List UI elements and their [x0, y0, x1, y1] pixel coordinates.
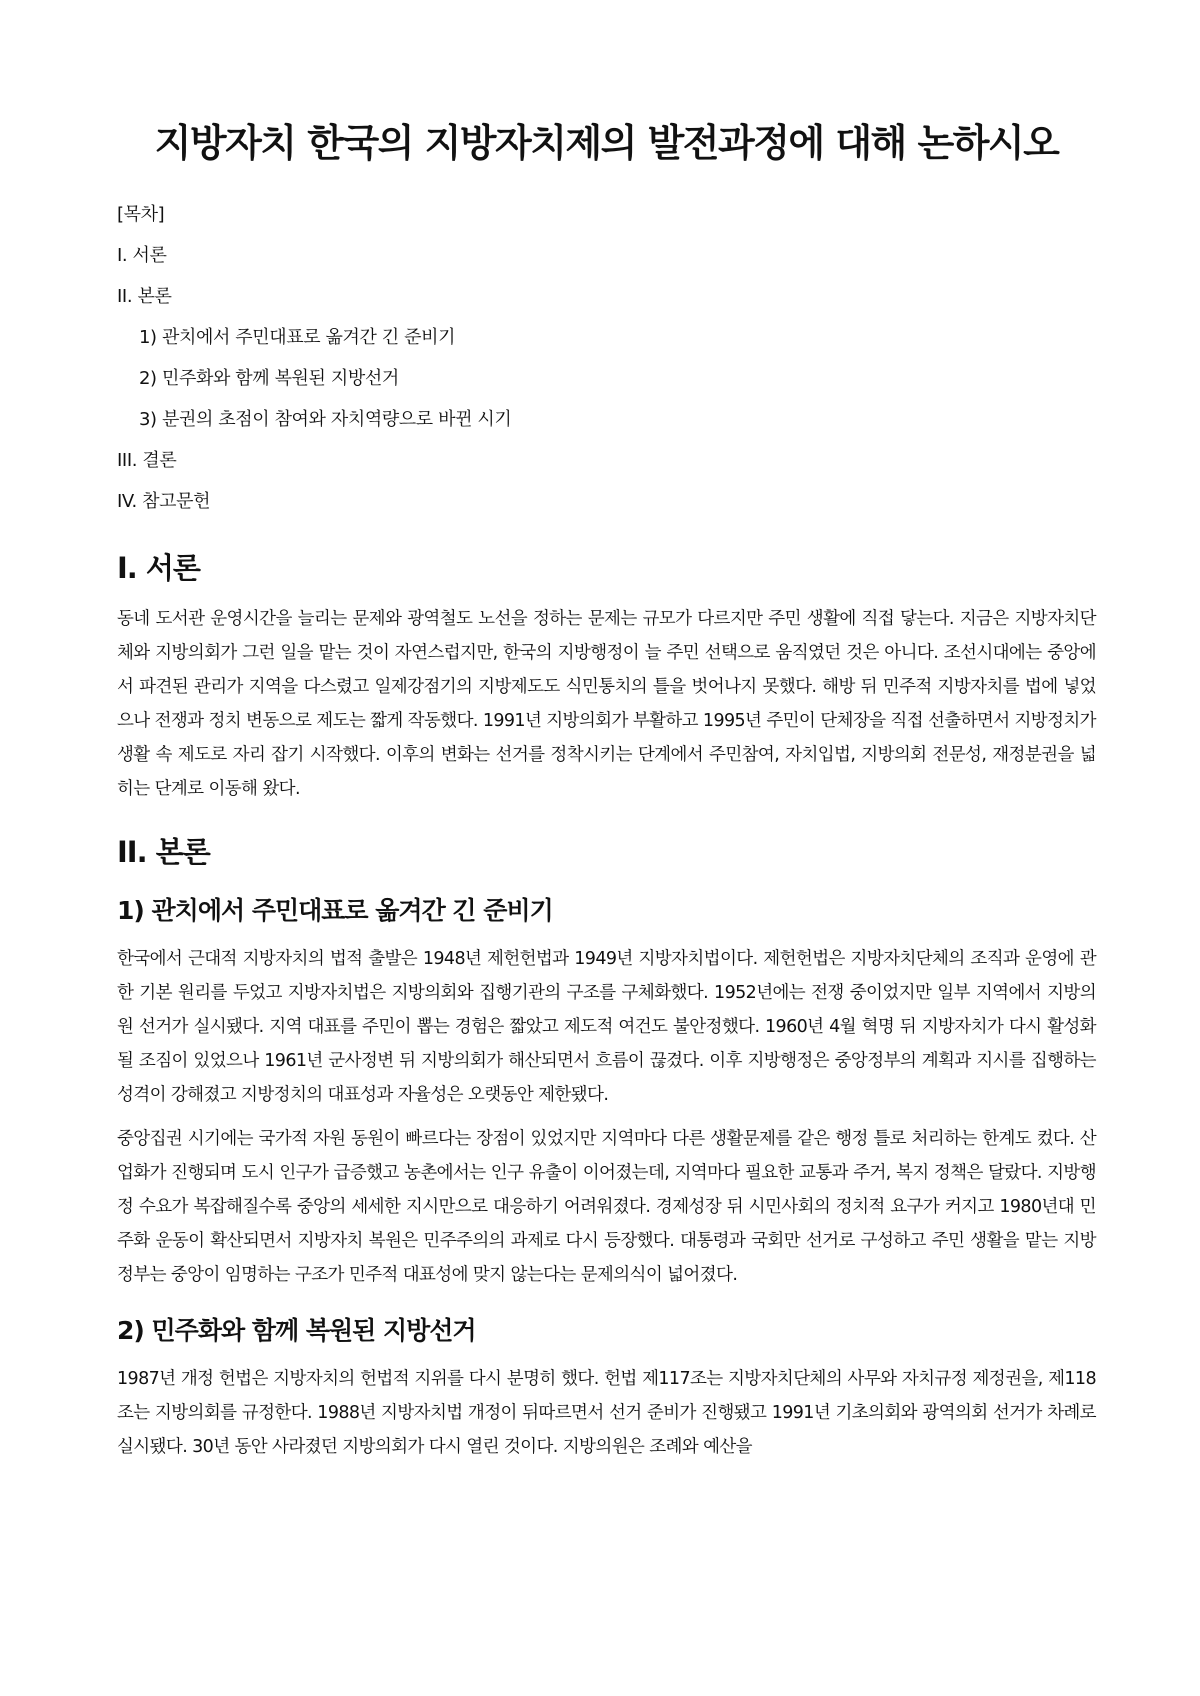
- table-of-contents: [117, 194, 1096, 522]
- body-paragraph: 한국에서 근대적 지방자치의 법적 출발은 1948년 제헌헌법과 1949년 지방자치법이다. 제헌헌법은 지방자치단체의 조직과 운영에 관한 기본 원리를 두었고 지방자치법은 지방의회와 집행기관의 구조를 구체화했다. 1952년에는 전쟁 중이었지만 일부 지역에서 지방의원 선거가 실시됐다. 지역 대표를 주민이 뽑는 경험은 짧았고 제도적 여건도 불안정했다. 1960년 4월 혁명 뒤 지방자치가 다시 활성화될 조짐이 있었으나 1961년 군사정변 뒤 지방의회가 해산되면서 흐름이 끊겼다. 이후 지방행정은 중앙정부의 계획과 지시를 집행하는 성격이 강해졌고 지방정치의 대표성과 자율성은 오랫동안 제한됐다.: [117, 949, 1096, 1105]
- toc-item: IV. 참고문헌: [117, 491, 211, 512]
- toc-subitem: 2) 민주화와 함께 복원된 지방선거: [139, 368, 399, 389]
- toc-item: III. 결론: [117, 450, 177, 471]
- section-heading-intro: I. 서론: [117, 551, 200, 585]
- toc-subitem: 1) 관치에서 주민대표로 옮겨간 긴 준비기: [139, 327, 456, 348]
- subsection-heading-2: 2) 민주화와 함께 복원된 지방선거: [117, 1316, 476, 1345]
- subsection-heading-1: 1) 관치에서 주민대표로 옮겨간 긴 준비기: [117, 896, 553, 925]
- toc-list: [117, 194, 1096, 522]
- toc-item: II. 본론: [117, 286, 172, 307]
- section-heading-body: II. 본론: [117, 835, 210, 869]
- toc-subitem: 3) 분권의 초점이 참여와 자치역량으로 바뀐 시기: [139, 409, 512, 430]
- document-title: 지방자치 한국의 지방자치제의 발전과정에 대해 논하시오: [154, 121, 1059, 165]
- toc-heading: [목차]: [117, 204, 165, 225]
- toc-item: I. 서론: [117, 245, 167, 266]
- body-paragraph: 중앙집권 시기에는 국가적 자원 동원이 빠르다는 장점이 있었지만 지역마다 다른 생활문제를 같은 행정 틀로 처리하는 한계도 컸다. 산업화가 진행되며 도시 인구가 급증했고 농촌에서는 인구 유출이 이어졌는데, 지역마다 필요한 교통과 주거, 복지 정책은 달랐다. 지방행정 수요가 복잡해질수록 중앙의 세세한 지시만으로 대응하기 어려워졌다. 경제성장 뒤 시민사회의 정치적 요구가 커지고 1980년대 민주화 운동이 확산되면서 지방자치 복원은 민주주의의 과제로 다시 등장했다. 대통령과 국회만 선거로 구성하고 주민 생활을 맡는 지방정부는 중앙이 임명하는 구조가 민주적 대표성에 맞지 않는다는 문제의식이 넓어졌다.: [117, 1129, 1096, 1285]
- body-paragraph: 1987년 개정 헌법은 지방자치의 헌법적 지위를 다시 분명히 했다. 헌법 제117조는 지방자치단체의 사무와 자치규정 제정권을, 제118조는 지방의회를 규정한다. 1988년 지방자치법 개정이 뒤따르면서 선거 준비가 진행됐고 1991년 기초의회와 광역의회 선거가 차례로 실시됐다. 30년 동안 사라졌던 지방의회가 다시 열린 것이다. 지방의원은 조례와 예산을: [117, 1369, 1096, 1457]
- intro-paragraph: 동네 도서관 운영시간을 늘리는 문제와 광역철도 노선을 정하는 문제는 규모가 다르지만 주민 생활에 직접 닿는다. 지금은 지방자치단체와 지방의회가 그런 일을 맡는 것이 자연스럽지만, 한국의 지방행정이 늘 주민 선택으로 움직였던 것은 아니다. 조선시대에는 중앙에서 파견된 관리가 지역을 다스렸고 일제강점기의 지방제도도 식민통치의 틀을 벗어나지 못했다. 해방 뒤 민주적 지방자치를 법에 넣었으나 전쟁과 정치 변동으로 제도는 짧게 작동했다. 1991년 지방의회가 부활하고 1995년 주민이 단체장을 직접 선출하면서 지방정치가 생활 속 제도로 자리 잡기 시작했다. 이후의 변화는 선거를 정착시키는 단계에서 주민참여, 자치입법, 지방의회 전문성, 재정분권을 넓히는 단계로 이동해 왔다.: [117, 609, 1096, 799]
